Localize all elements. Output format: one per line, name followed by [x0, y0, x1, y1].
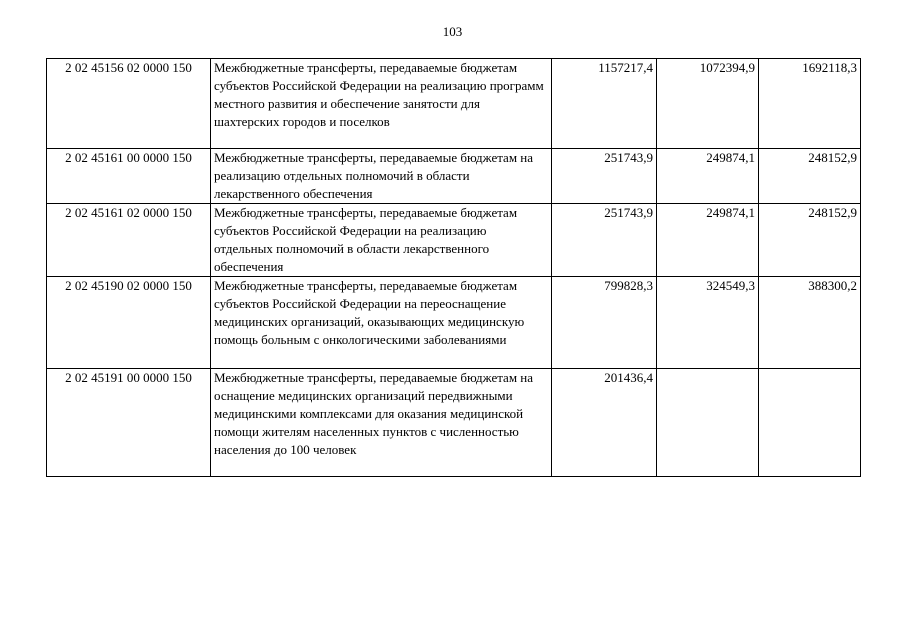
row-value-1: 251743,9 [552, 204, 657, 277]
table-row [47, 149, 861, 204]
row-value-1: 201436,4 [552, 369, 657, 477]
table-row [47, 369, 861, 477]
budget-table [46, 58, 861, 477]
row-value-2: 1072394,9 [657, 59, 759, 149]
row-value-3: 248152,9 [759, 204, 861, 277]
table-row [47, 277, 861, 369]
row-value-2: 249874,1 [657, 149, 759, 204]
row-name: Межбюджетные трансферты, передаваемые бюджетам на оснащение медицинских организаций передвижными медицинскими комплексами для оказания медицинской помощи жителям населенных пунктов с численностью населения до 100 человек [211, 369, 552, 477]
row-code: 2 02 45191 00 0000 150 [47, 369, 211, 477]
row-value-3: 388300,2 [759, 277, 861, 369]
row-value-1: 251743,9 [552, 149, 657, 204]
row-value-3 [759, 369, 861, 477]
row-value-2 [657, 369, 759, 477]
table-row [47, 59, 861, 149]
row-name: Межбюджетные трансферты, передаваемые бюджетам субъектов Российской Федерации на переоснащение медицинских организаций, оказывающих медицинскую помощь больным с онкологическими заболеваниями [211, 277, 552, 369]
row-value-2: 324549,3 [657, 277, 759, 369]
row-name: Межбюджетные трансферты, передаваемые бюджетам на реализацию отдельных полномочий в области лекарственного обеспечения [211, 149, 552, 204]
row-code: 2 02 45190 02 0000 150 [47, 277, 211, 369]
row-code: 2 02 45161 02 0000 150 [47, 204, 211, 277]
row-name: Межбюджетные трансферты, передаваемые бюджетам субъектов Российской Федерации на реализацию программ местного развития и обеспечение занятости для шахтерских городов и поселков [211, 59, 552, 149]
row-value-1: 799828,3 [552, 277, 657, 369]
row-value-3: 1692118,3 [759, 59, 861, 149]
row-code: 2 02 45161 00 0000 150 [47, 149, 211, 204]
row-value-2: 249874,1 [657, 204, 759, 277]
row-name: Межбюджетные трансферты, передаваемые бюджетам субъектов Российской Федерации на реализацию отдельных полномочий в области лекарственного обеспечения [211, 204, 552, 277]
row-value-1: 1157217,4 [552, 59, 657, 149]
page-number: 103 [442, 24, 463, 39]
row-value-3: 248152,9 [759, 149, 861, 204]
row-code: 2 02 45156 02 0000 150 [47, 59, 211, 149]
table-row [47, 204, 861, 277]
